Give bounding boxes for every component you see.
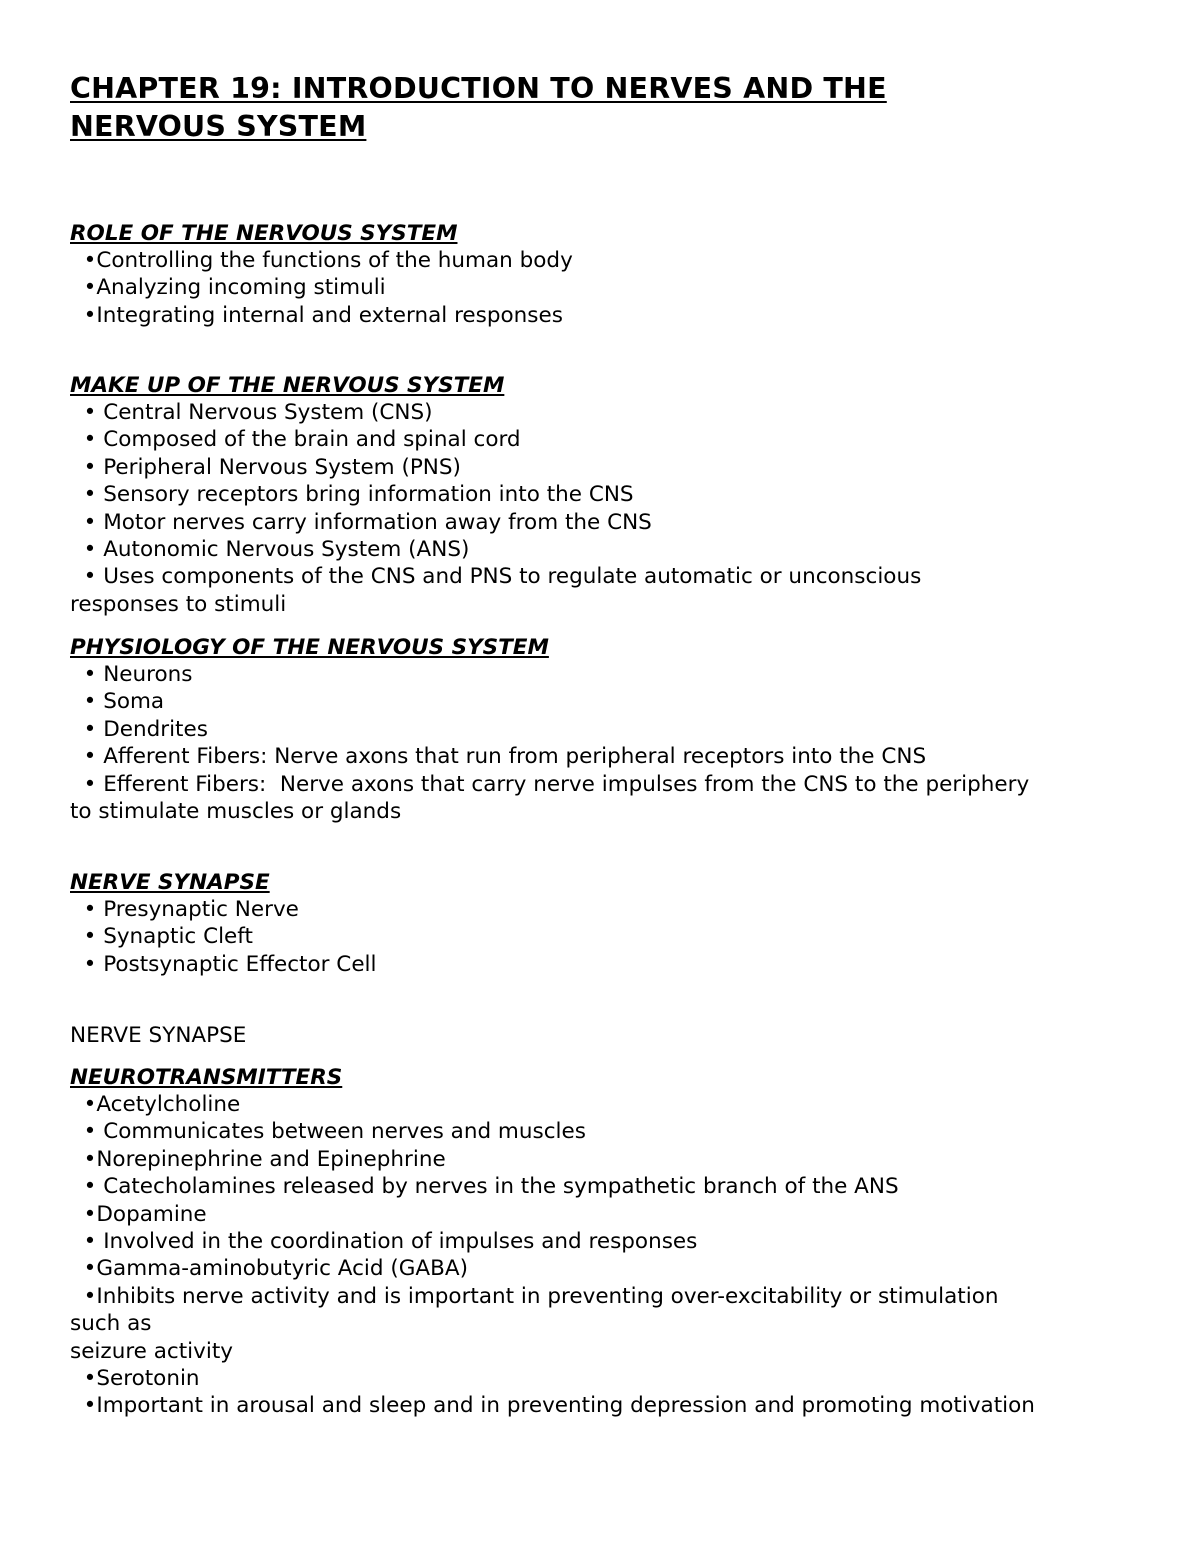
list-item: •Acetylcholine bbox=[70, 1092, 241, 1117]
section-role bbox=[70, 220, 1160, 329]
list-item: • Postsynaptic Effector Cell bbox=[70, 951, 377, 977]
list-item-continuation: responses to stimuli bbox=[70, 591, 287, 617]
neurotransmitters-list bbox=[70, 1091, 1160, 1310]
list-item: •Norepinephrine and Epinephrine bbox=[70, 1146, 446, 1172]
section-heading-synapse: NERVE SYNAPSE bbox=[70, 870, 270, 895]
section-synapse-plain bbox=[70, 1022, 1160, 1049]
list-item-continuation: such as bbox=[70, 1311, 152, 1337]
plain-heading-synapse: NERVE SYNAPSE bbox=[70, 1023, 247, 1048]
list-item: • Catecholamines released by nerves in the sympathetic branch of the ANS bbox=[70, 1174, 899, 1200]
chapter-title-line-1: CHAPTER 19: INTRODUCTION TO NERVES AND THE bbox=[70, 72, 887, 105]
role-list bbox=[70, 247, 1160, 329]
section-neurotransmitters bbox=[70, 1064, 1160, 1420]
list-item: • Autonomic Nervous System (ANS) bbox=[70, 537, 470, 563]
list-item: •Analyzing incoming stimuli bbox=[70, 275, 386, 301]
list-item: • Afferent Fibers: Nerve axons that run from peripheral receptors into the CNS bbox=[70, 744, 927, 770]
list-item: • Soma bbox=[70, 689, 165, 715]
list-item: •Gamma-aminobutyric Acid (GABA) bbox=[70, 1256, 468, 1282]
list-item: •Dopamine bbox=[70, 1201, 207, 1227]
section-makeup bbox=[70, 372, 1160, 618]
section-heading-neurotransmitters: NEUROTRANSMITTERS bbox=[70, 1065, 343, 1090]
neurotransmitters-list-after bbox=[70, 1365, 1160, 1420]
chapter-title bbox=[70, 70, 1070, 146]
list-item: •Integrating internal and external responses bbox=[70, 302, 563, 328]
list-item: • Uses components of the CNS and PNS to regulate automatic or unconscious bbox=[70, 564, 922, 590]
list-item: • Composed of the brain and spinal cord bbox=[70, 427, 521, 453]
section-synapse bbox=[70, 869, 1160, 978]
makeup-list bbox=[70, 399, 1160, 591]
list-item: • Efferent Fibers: Nerve axons that carry nerve impulses from the CNS to the periphery bbox=[70, 771, 1030, 797]
list-item: •Serotonin bbox=[70, 1366, 200, 1392]
section-heading-physiology: PHYSIOLOGY OF THE NERVOUS SYSTEM bbox=[70, 635, 549, 660]
list-item: • Presynaptic Nerve bbox=[70, 897, 299, 922]
list-item: • Central Nervous System (CNS) bbox=[70, 400, 433, 425]
synapse-list bbox=[70, 896, 1160, 978]
list-item: • Neurons bbox=[70, 662, 193, 687]
list-item: •Important in arousal and sleep and in preventing depression and promoting motivation bbox=[70, 1393, 1035, 1419]
list-item-continuation: seizure activity bbox=[70, 1338, 233, 1364]
list-item: •Inhibits nerve activity and is important in preventing over-excitability or stimulation bbox=[70, 1283, 999, 1309]
section-heading-role: ROLE OF THE NERVOUS SYSTEM bbox=[70, 221, 458, 246]
chapter-title-line-2: NERVOUS SYSTEM bbox=[70, 110, 367, 143]
list-item: • Peripheral Nervous System (PNS) bbox=[70, 454, 461, 480]
list-item: • Motor nerves carry information away from the CNS bbox=[70, 509, 652, 535]
list-item: • Dendrites bbox=[70, 716, 208, 742]
list-item: • Sensory receptors bring information into the CNS bbox=[70, 482, 634, 508]
section-physiology bbox=[70, 634, 1160, 825]
list-item-continuation: to stimulate muscles or glands bbox=[70, 799, 402, 825]
section-heading-makeup: MAKE UP OF THE NERVOUS SYSTEM bbox=[70, 373, 505, 398]
list-item: • Synaptic Cleft bbox=[70, 924, 253, 950]
physiology-list bbox=[70, 661, 1160, 798]
list-item: •Controlling the functions of the human body bbox=[70, 248, 573, 273]
list-item: • Communicates between nerves and muscles bbox=[70, 1119, 586, 1145]
list-item: • Involved in the coordination of impulses and responses bbox=[70, 1229, 698, 1255]
